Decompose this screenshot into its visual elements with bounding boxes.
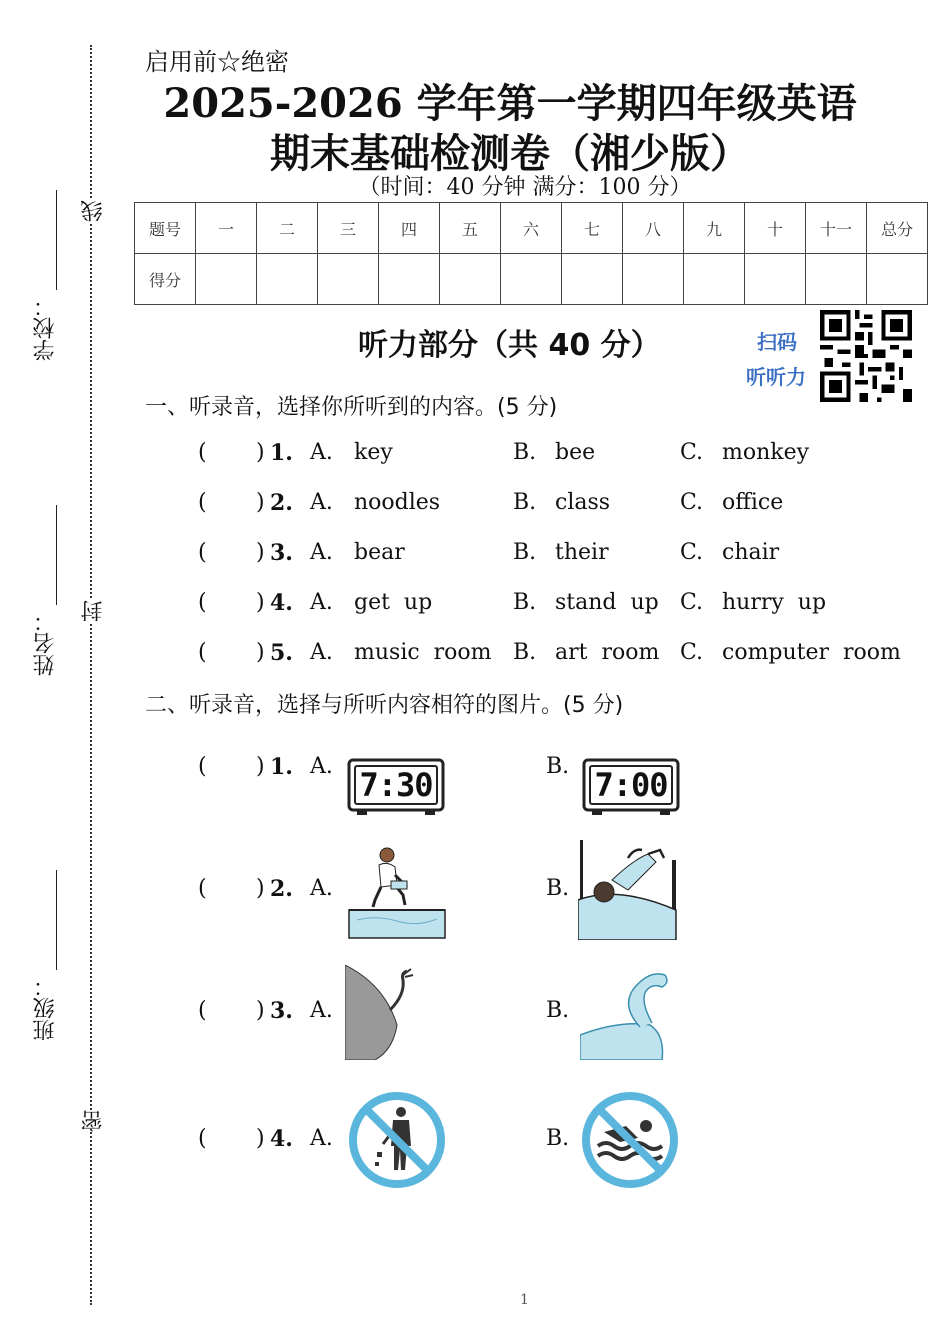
table-cell: 九 (684, 203, 745, 254)
option-c-label: C. (680, 640, 704, 665)
answer-paren-close: ) (256, 590, 265, 615)
option-c-text: office (722, 490, 784, 515)
option-a-label: A. (310, 640, 333, 665)
score-cell[interactable] (745, 254, 806, 305)
option-c-text: monkey (722, 440, 810, 465)
question-row (198, 640, 918, 676)
score-cell[interactable] (623, 254, 684, 305)
no-littering-sign-icon[interactable] (347, 1090, 447, 1190)
score-table-header-row (135, 203, 928, 254)
option-b-text: stand up (555, 590, 659, 615)
option-b-label: B. (546, 998, 570, 1023)
answer-paren-close: ) (256, 876, 265, 901)
table-cell: 十一 (806, 203, 867, 254)
answer-paren-open[interactable]: ( (198, 590, 207, 615)
answer-paren-close: ) (256, 540, 265, 565)
option-b-text: art room (555, 640, 660, 665)
listen-label: 听听力 (746, 365, 806, 389)
class-field[interactable] (56, 870, 57, 970)
answer-paren-open[interactable]: ( (198, 1126, 207, 1151)
answer-paren-close: ) (256, 440, 265, 465)
option-c-text: computer room (722, 640, 901, 665)
option-a-text: get up (354, 590, 433, 615)
question-row (198, 540, 918, 576)
option-a-text: music room (354, 640, 492, 665)
option-a-label: A. (310, 440, 333, 465)
boy-jumping-into-pool-icon[interactable] (347, 845, 447, 940)
table-cell: 二 (257, 203, 318, 254)
exam-title-line1: 2025-2026 学年第一学期四年级英语 (163, 80, 857, 127)
question-row (198, 490, 918, 526)
alarm-clock-icon[interactable] (580, 758, 682, 816)
option-c-label: C. (680, 590, 704, 615)
question-number: 4. (270, 590, 293, 616)
table-cell: 总分 (867, 203, 928, 254)
listening-section-title: 听力部分（共 40 分） (358, 328, 661, 363)
option-a-label: A. (310, 998, 333, 1023)
option-a-text: bear (354, 540, 405, 565)
score-cell[interactable] (379, 254, 440, 305)
option-a-text: key (354, 440, 393, 465)
name-label: 姓名： (33, 610, 58, 676)
question-number: 2. (270, 490, 293, 516)
option-c-label: C. (680, 490, 704, 515)
table-cell: 一 (196, 203, 257, 254)
table-cell: 题号 (135, 203, 196, 254)
confidential-note: 启用前☆绝密 (145, 48, 289, 76)
option-c-label: C. (680, 440, 704, 465)
table-cell: 七 (562, 203, 623, 254)
option-b-label: B. (513, 590, 537, 615)
score-cell[interactable] (257, 254, 318, 305)
option-b-label: B. (546, 754, 570, 779)
option-b-label: B. (513, 440, 537, 465)
option-b-text: their (555, 540, 609, 565)
section1-title: 一、听录音，选择你所听到的内容。(5 分) (145, 395, 558, 420)
clock-time-a: 7:30 (359, 766, 433, 804)
option-a-label: A. (310, 590, 333, 615)
alarm-clock-icon[interactable] (345, 758, 447, 816)
picture-question-row (198, 1126, 918, 1162)
option-b-label: B. (546, 876, 570, 901)
score-table-score-row (135, 254, 928, 305)
section2-title: 二、听录音，选择与所听内容相符的图片。(5 分) (145, 693, 624, 718)
page-number: 1 (520, 1292, 529, 1308)
picture-question-row (198, 998, 918, 1034)
picture-question-row (198, 876, 918, 912)
qr-code-icon[interactable] (820, 310, 912, 402)
score-cell[interactable] (562, 254, 623, 305)
answer-paren-close: ) (256, 754, 265, 779)
table-cell: 三 (318, 203, 379, 254)
exam-subtitle: （时间：40 分钟 满分：100 分） (358, 175, 692, 200)
option-a-label: A. (310, 1126, 333, 1151)
school-field[interactable] (56, 190, 57, 290)
boy-sleeping-in-bed-icon[interactable] (578, 840, 678, 940)
option-b-label: B. (546, 1126, 570, 1151)
option-b-text: bee (555, 440, 596, 465)
option-b-text: class (555, 490, 611, 515)
option-c-text: hurry up (722, 590, 827, 615)
table-cell: 得分 (135, 254, 196, 305)
table-cell: 六 (501, 203, 562, 254)
exam-title-line2: 期末基础检测卷（湘少版） (270, 130, 750, 177)
binding-seal-char: 封 (78, 600, 109, 622)
answer-paren-close: ) (256, 1126, 265, 1151)
question-number: 4. (270, 1126, 293, 1152)
option-c-label: C. (680, 540, 704, 565)
question-number: 3. (270, 998, 293, 1024)
score-cell[interactable] (196, 254, 257, 305)
option-b-label: B. (513, 490, 537, 515)
question-number: 1. (270, 754, 293, 780)
binding-secret-char: 密 (78, 1110, 109, 1132)
binding-line-char: 线 (78, 200, 109, 222)
picture-question-row (198, 754, 918, 790)
clock-time-b: 7:00 (594, 766, 668, 804)
question-number: 5. (270, 640, 293, 666)
option-a-label: A. (310, 540, 333, 565)
class-label: 班级： (33, 975, 58, 1041)
monkey-tail-icon[interactable] (580, 965, 675, 1060)
score-table (134, 202, 928, 305)
answer-paren-open[interactable]: ( (198, 754, 207, 779)
answer-paren-open[interactable]: ( (198, 876, 207, 901)
question-number: 1. (270, 440, 293, 466)
option-b-label: B. (513, 640, 537, 665)
answer-paren-close: ) (256, 998, 265, 1023)
answer-paren-open[interactable]: ( (198, 640, 207, 665)
score-cell[interactable] (501, 254, 562, 305)
option-a-label: A. (310, 490, 333, 515)
no-swimming-sign-icon[interactable] (580, 1090, 680, 1190)
table-cell: 四 (379, 203, 440, 254)
question-row (198, 590, 918, 626)
question-number: 2. (270, 876, 293, 902)
question-row (198, 440, 918, 476)
score-cell[interactable] (318, 254, 379, 305)
table-cell: 十 (745, 203, 806, 254)
answer-paren-open[interactable]: ( (198, 440, 207, 465)
answer-paren-close: ) (256, 640, 265, 665)
option-a-text: noodles (354, 490, 441, 515)
school-label: 学校： (33, 295, 58, 361)
name-field[interactable] (56, 505, 57, 605)
answer-paren-close: ) (256, 490, 265, 515)
option-a-label: A. (310, 876, 333, 901)
question-number: 3. (270, 540, 293, 566)
score-cell[interactable] (440, 254, 501, 305)
answer-paren-open[interactable]: ( (198, 998, 207, 1023)
answer-paren-open[interactable]: ( (198, 540, 207, 565)
option-b-label: B. (513, 540, 537, 565)
option-a-label: A. (310, 754, 333, 779)
score-cell[interactable] (684, 254, 745, 305)
score-cell[interactable] (867, 254, 928, 305)
score-cell[interactable] (806, 254, 867, 305)
option-c-text: chair (722, 540, 780, 565)
elephant-tail-icon[interactable] (345, 965, 420, 1060)
table-cell: 八 (623, 203, 684, 254)
answer-paren-open[interactable]: ( (198, 490, 207, 515)
scan-label: 扫码 (757, 330, 797, 354)
table-cell: 五 (440, 203, 501, 254)
